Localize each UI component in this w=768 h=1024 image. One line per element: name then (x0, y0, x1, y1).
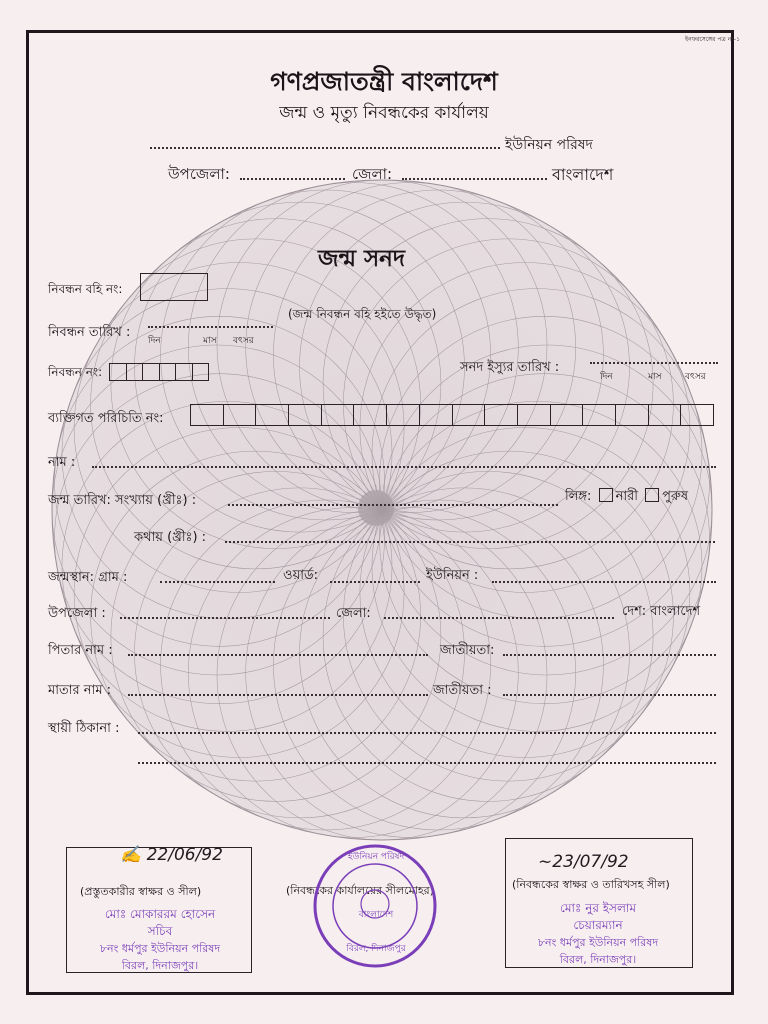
mother-name-label: মাতার নাম : (48, 683, 112, 698)
office-seal-mid: বাংলাদেশ (358, 910, 394, 920)
upazila-line (120, 617, 330, 619)
father-nationality-label: জাতীয়তা: (440, 643, 495, 658)
permanent-address-line1 (138, 732, 716, 734)
preparer-stamp-name: মোঃ মোকাররম হোসেন (104, 907, 216, 921)
union-label: ইউনিয়ন পরিষদ (505, 137, 593, 153)
upazila-label: উপজেলা : (48, 606, 106, 621)
issue-date-year: বৎসর (685, 372, 706, 382)
male-label: পুরুষ (662, 489, 689, 504)
ward-label: ওয়ার্ড: (283, 568, 318, 583)
registrar-caption: (নিবন্ধকের স্বাক্ষর ও তারিখসহ সীল) (512, 878, 670, 891)
personal-id-label: ব্যক্তিগত পরিচিতি নং: (48, 411, 164, 426)
issue-date-day: দিন (600, 372, 613, 382)
preparer-signature: ✍ 22/06/92 (120, 845, 223, 865)
mother-nationality-line (503, 694, 716, 696)
registration-no-label: নিবন্ধন নং: (48, 365, 103, 379)
office-seal-bottom: বিরল, দিনাজপুর (346, 944, 406, 954)
office-title: জন্ম ও মৃত্যু নিবন্ধকের কার্যালয় (279, 103, 489, 123)
name-label: নাম : (48, 455, 76, 470)
mother-nationality-label: জাতীয়তা : (433, 683, 492, 698)
reg-date-year: বৎসর (233, 336, 254, 346)
issue-date-month: মাস (648, 372, 662, 382)
issue-date-line (590, 362, 718, 364)
registrar-stamp-office: ৮নং ধর্মপুর ইউনিয়ন পরিষদ (537, 936, 659, 949)
registrar-stamp-title: চেয়ারম্যান (573, 918, 623, 932)
mother-name-line (128, 694, 428, 696)
registrar-signature-date: 23/07/92 (552, 852, 629, 872)
preparer-signature-date: 22/06/92 (146, 845, 223, 865)
female-checkbox[interactable] (599, 488, 613, 502)
union-field-line (492, 581, 716, 583)
name-line (92, 466, 716, 468)
preparer-caption: (প্রস্তুতকারীর স্বাক্ষর ও সীল) (80, 885, 202, 898)
office-seal-top: ইউনিয়ন পরিষদ (347, 852, 405, 862)
dob-numeric-label: জন্ম তারিখ: সংখ্যায় (খ্রীঃ) : (48, 493, 197, 508)
reg-date-day: দিন (148, 336, 161, 346)
female-label: নারী (615, 489, 638, 504)
father-nationality-line (503, 654, 716, 656)
registration-no-cells (109, 363, 209, 381)
gender-label-text: লিঙ্গ: (565, 489, 592, 504)
registrar-stamp-place: বিরল, দিনাজপুর। (559, 953, 637, 966)
dob-numeric-line (228, 504, 558, 506)
registration-date-line (148, 326, 273, 328)
register-book-box (140, 273, 208, 301)
country-label: দেশ: বাংলাদেশ (622, 604, 701, 619)
reg-date-month: মাস (203, 336, 217, 346)
dob-words-line (225, 541, 715, 543)
preparer-stamp (72, 906, 248, 974)
father-name-label: পিতার নাম : (48, 643, 113, 658)
country-header-label: বাংলাদেশ (552, 165, 614, 184)
personal-id-cells (190, 404, 714, 426)
ward-line (330, 581, 420, 583)
upazila-header-line (240, 178, 345, 180)
district-line (384, 617, 614, 619)
union-field-label: ইউনিয়ন : (426, 568, 479, 583)
register-book-label: নিবন্ধন বহি নং: (48, 282, 123, 296)
dob-words-label: কথায় (খ্রীঃ) : (134, 530, 207, 545)
birthplace-label: জন্মস্থান: গ্রাম : (48, 570, 128, 585)
village-line (160, 581, 275, 583)
father-name-line (128, 654, 428, 656)
certificate-subtitle: (জন্ম নিবন্ধন বহি হইতে উদ্ধৃত) (288, 307, 437, 321)
district-header-line (402, 178, 547, 180)
district-header-label: জেলা: (352, 165, 393, 183)
district-label: জেলা: (336, 606, 371, 621)
registrar-stamp (508, 900, 688, 968)
male-checkbox[interactable] (645, 488, 659, 502)
gender-label (565, 487, 688, 508)
form-code: ইনফরসেঙ্গের পত্র নং-১ (685, 36, 740, 43)
registration-date-label: নিবন্ধন তারিখ : (48, 325, 131, 340)
country-title: গণপ্রজাতন্ত্রী বাংলাদেশ (270, 67, 498, 96)
registrar-signature: ~23/07/92 (538, 852, 629, 872)
preparer-stamp-place: বিরল, দিনাজপুর। (121, 959, 199, 972)
certificate-title: জন্ম সনদ (318, 246, 405, 272)
preparer-stamp-title: সচিব (147, 924, 173, 938)
issue-date-label: সনদ ইস্যুর তারিখ : (460, 360, 560, 375)
union-line (150, 147, 500, 149)
office-seal-caption: (নিবন্ধকের কার্যালয়ের সীলমোহর) (286, 884, 435, 897)
permanent-address-label: স্থায়ী ঠিকানা : (48, 721, 120, 736)
upazila-header-label: উপজেলা: (168, 165, 230, 183)
registrar-stamp-name: মোঃ নুর ইসলাম (559, 901, 637, 915)
permanent-address-line2 (138, 762, 716, 764)
preparer-stamp-office: ৮নং ধর্মপুর ইউনিয়ন পরিষদ (99, 942, 221, 955)
